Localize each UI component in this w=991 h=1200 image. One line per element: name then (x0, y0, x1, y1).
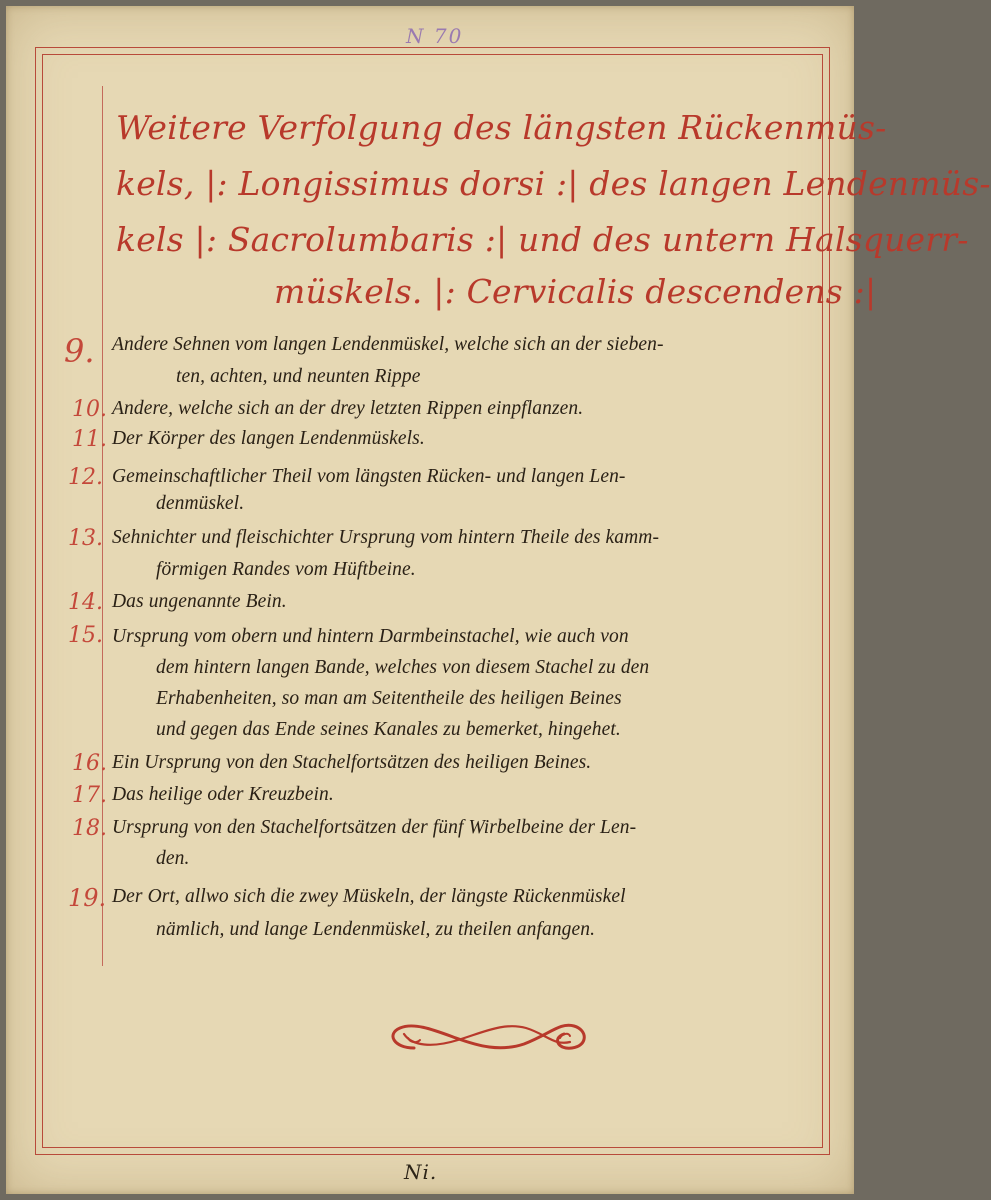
entry-line: Gemeinschaftlicher Theil vom längsten Rücken- und langen Len- (112, 466, 626, 487)
entry-line: und gegen das Ende seines Kanales zu bemerket, hingehet. (156, 719, 621, 740)
entry-number: 9. (64, 332, 95, 370)
entry-line: Der Körper des langen Lendenmüskels. (112, 428, 425, 449)
entry-number: 10. (72, 397, 107, 422)
entry-line: Das heilige oder Kreuzbein. (112, 784, 334, 805)
entry-number: 14. (68, 590, 103, 615)
title-line-2: kels, |: Longissimus dorsi :| des langen Lendenmüs- (116, 164, 991, 203)
entry-number: 18. (72, 816, 107, 841)
entry-number: 16. (72, 751, 107, 776)
entry-number: 17. (72, 783, 107, 808)
entry-line: Ursprung von den Stachelfortsätzen der fünf Wirbelbeine der Len- (112, 817, 637, 838)
title-line-4: müskels. |: Cervicalis descendens :| (274, 272, 877, 311)
entry-line: denmüskel. (156, 493, 245, 514)
entry-line: Andere, welche sich an der drey letzten Rippen einpflanzen. (112, 398, 584, 419)
entry-number: 13. (68, 526, 103, 551)
entry-line: förmigen Randes vom Hüftbeine. (156, 559, 416, 580)
entry-number: 19. (68, 884, 107, 912)
title-line-3: kels |: Sacrolumbaris :| und des untern Halsquerr- (116, 220, 969, 259)
entry-number: 11. (72, 427, 107, 452)
manuscript-page (6, 6, 991, 1194)
entry-line: Sehnichter und fleischichter Ursprung vom hintern Theile des kamm- (112, 527, 660, 548)
entry-number: 12. (68, 465, 103, 490)
entry-line: Der Ort, allwo sich die zwey Müskeln, der längste Rückenmüskel (112, 886, 626, 907)
title-line-1: Weitere Verfolgung des längsten Rückenmüs- (116, 108, 887, 147)
entry-line: ten, achten, und neunten Rippe (176, 366, 421, 387)
entry-line: Ursprung vom obern und hintern Darmbeinstachel, wie auch von (112, 626, 629, 647)
entry-line: Andere Sehnen vom langen Lendenmüskel, welche sich an der sieben- (112, 334, 664, 355)
ornamental-flourish-icon (374, 1012, 594, 1062)
entry-number: 15. (68, 623, 103, 648)
entry-line: Ein Ursprung von den Stachelfortsätzen des heiligen Beines. (112, 752, 592, 773)
entry-line: Das ungenannte Bein. (112, 591, 287, 612)
folio-number-top: N 70 (406, 24, 464, 48)
entry-line: dem hintern langen Bande, welches von diesem Stachel zu den (156, 657, 650, 678)
entry-line: den. (156, 848, 190, 869)
entry-line: nämlich, und lange Lendenmüskel, zu theilen anfangen. (156, 919, 596, 940)
entry-line: Erhabenheiten, so man am Seitentheile des heiligen Beines (156, 688, 622, 709)
folio-number-bottom: Ni. (404, 1160, 438, 1184)
